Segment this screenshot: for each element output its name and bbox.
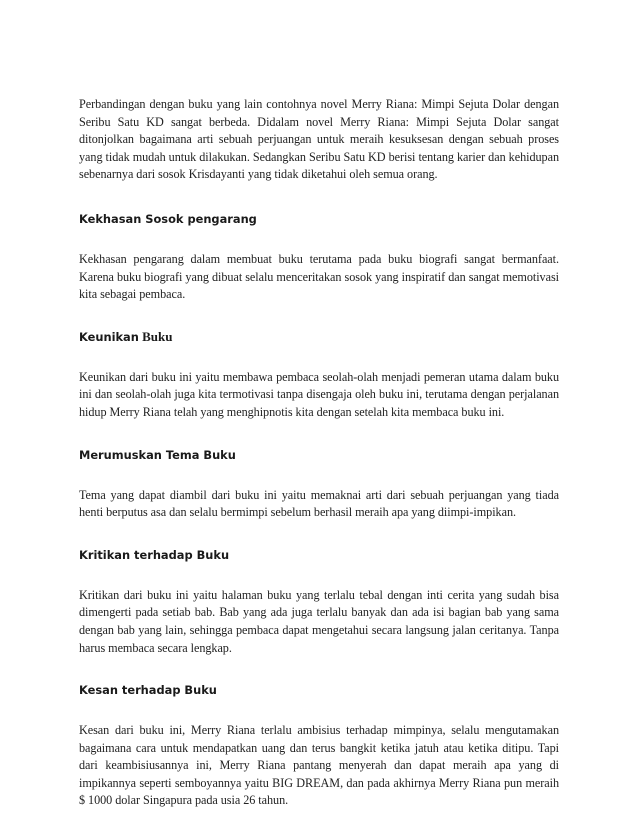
- document-content: [79, 96, 559, 810]
- section-heading-kesan: [79, 682, 559, 698]
- section-body-tema: Tema yang dapat diambil dari buku ini yaitu memaknai arti dari sebuah perjuangan yang tiada henti berputus asa dan selalu bermimpi sebelum berhasil meraih apa yang diimpi-impikan.: [79, 487, 559, 520]
- section-body-keunikan: Keunikan dari buku ini yaitu membawa pembaca seolah-olah menjadi pemeran utama dalam buku ini dan seolah-olah juga kita termotivasi tanpa disengaja oleh buku ini, terutama dengan perjalanan hidup Merry Riana telah yang menghipnotis kita dengan setelah kita membaca buku ini.: [79, 369, 559, 419]
- section-heading-text: Kekhasan Sosok pengarang: [79, 211, 257, 226]
- intro-paragraph: Perbandingan dengan buku yang lain contohnya novel Merry Riana: Mimpi Sejuta Dolar dengan Seribu Satu KD sangat berbeda. Didalam novel Merry Riana: Mimpi Sejuta Dolar sangat ditonjolkan bagaimana arti sebuah perjuangan untuk meraih kesuksesan dengan sebuah proses yang tidak mudah untuk dilakukan. Sedangkan Seribu Satu KD berisi tentang karier dan kehidupan sebenarnya dari sosok Krisdayanti yang tidak diketahui oleh semua orang.: [79, 97, 559, 182]
- section-heading-keunikan: [79, 329, 559, 345]
- section-heading-kekhasan: [79, 211, 559, 227]
- section-body-kekhasan: Kekhasan pengarang dalam membuat buku terutama pada buku biografi sangat bermanfaat. Karena buku biografi yang dibuat selalu menceritakan sosok yang inspiratif dan sangat memotivasi kita sebagai pembaca.: [79, 251, 559, 302]
- section-body-kesan: Kesan dari buku ini, Merry Riana terlalu ambisius terhadap mimpinya, selalu mengutamakan bagaimana cara untuk mendapatkan uang dan terus bangkit ketika jatuh atau ketika ditipu. Tapi dari keambisiusannya ini, Merry Riana pantang menyerah dan dapat meraih apa yang di impikannya seperti semboyannya yaitu BIG DREAM, dan pada akhirnya Merry Riana pun meraih $ 1000 dolar Singapura pada usia 26 tahun.: [79, 723, 559, 808]
- section-heading-suffix: Buku: [138, 328, 173, 344]
- section-heading-kritikan: [79, 547, 559, 563]
- section-heading-tema: [79, 447, 559, 463]
- section-body-kritikan: Kritikan dari buku ini yaitu halaman buku yang terlalu tebal dengan inti cerita yang sudah bisa dimengerti pada setiab bab. Bab yang ada juga terlalu banyak dan ada isi bagian bab yang sama dengan bab yang lain, sehingga pembaca dapat mengetahui secara langsung jalan ceritanya. Tanpa harus membaca secara lengkap.: [79, 587, 559, 655]
- section-heading-text: Kesan terhadap Buku: [79, 683, 217, 698]
- section-heading-text: Keunikan: [79, 329, 139, 344]
- section-heading-text: Merumuskan Tema Buku: [79, 447, 236, 462]
- section-heading-text: Kritikan terhadap Buku: [79, 547, 230, 562]
